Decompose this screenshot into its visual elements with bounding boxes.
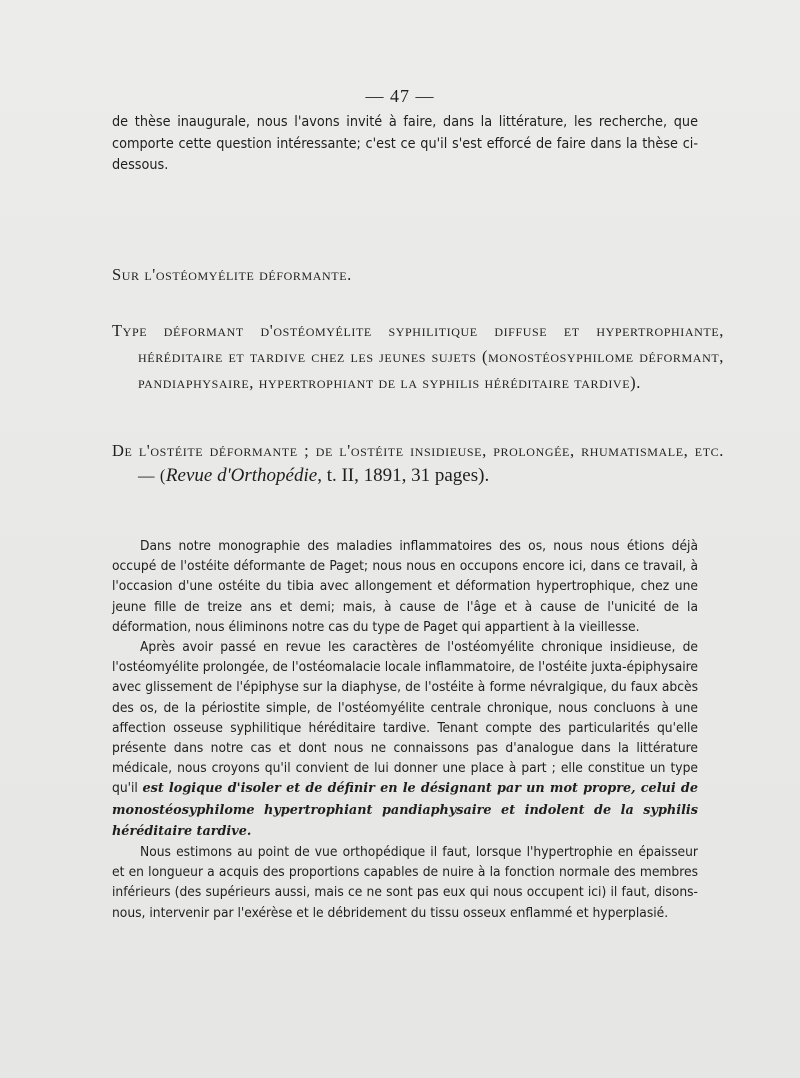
journal-reference: , t. II, 1891, 31 pages). xyxy=(317,465,490,486)
section-heading-type-deformant: Type déformant d'ostéomyélite syphilitique diffuse et hypertrophiante, héréditaire et tardive chez les jeunes sujets (monostéosyphilome déformant, pandiaphysaire, hypertrophiant de la syphilis héréditaire tardive). xyxy=(112,321,724,392)
body-text xyxy=(112,536,698,923)
paragraph-2-text: Après avoir passé en revue les caractères de l'ostéomyélite chronique insidieuse, de l'ostéomyélite prolongée, de l'ostéomalacie locale inflammatoire, de l'ostéite juxta-épiphysaire avec glissement de l'épiphyse sur la diaphyse, de l'ostéite à forme névralgique, du faux abcès des os, de la périostite simple, de l'ostéomyélite centrale chronique, nous concluons à une affection osseuse syphilitique héréditaire tardive. Tenant compte des particularités qu'elle présente dans notre cas et dont nous ne connaissons pas d'analogue dans la littérature médicale, nous croyons qu'il convient de lui donner une place à part ; elle constitue un type qu'il xyxy=(112,639,698,797)
heading-text: De l'ostéite déformante ; de l'ostéite insidieuse, prolongée, rhumatismale, etc. — ( xyxy=(112,441,724,485)
journal-title: Revue d'Orthopédie xyxy=(165,465,318,486)
page-number: — 47 — xyxy=(365,86,435,106)
paragraph-2 xyxy=(112,637,698,842)
section-heading-osteomyelite: Sur l'ostéomyélite déformante. xyxy=(112,265,352,284)
section-heading-osteite-deformante xyxy=(112,438,724,488)
paragraph-2-emphasis: est logique d'isoler et de définir en le désignant par un mot propre, celui de monostéosyphilome hypertrophiant pandiaphysaire et indolent de la syphilis héréditaire tardive. xyxy=(112,781,698,839)
paragraph-3: Nous estimons au point de vue orthopédique il faut, lorsque l'hypertrophie en épaisseur et en longueur a acquis des proportions capables de nuire à la fonction normale des membres inférieurs (des supérieurs aussi, mais ce ne sont pas eux qui nous occupent ici) il faut, disons-nous, intervenir par l'exérèse et le débridement du tissu osseux enflammé et hyperplasié. xyxy=(112,844,698,921)
paragraph-1: Dans notre monographie des maladies inflammatoires des os, nous nous étions déjà occupé de l'ostéite déformante de Paget; nous nous en occupons encore ici, dans ce travail, à l'occasion d'une ostéite du tibia avec allongement et déformation hypertrophique, chez une jeune fille de treize ans et demi; mais, à cause de l'âge et à cause de l'unicité de la déformation, nous éliminons notre cas du type de Paget qui appartient à la vieillesse. xyxy=(112,538,698,635)
intro-paragraph: de thèse inaugurale, nous l'avons invité à faire, dans la littérature, les recherche, que comporte cette question intéressante; c'est ce qu'il s'est efforcé de faire dans la thèse ci-dessous. xyxy=(112,114,698,173)
